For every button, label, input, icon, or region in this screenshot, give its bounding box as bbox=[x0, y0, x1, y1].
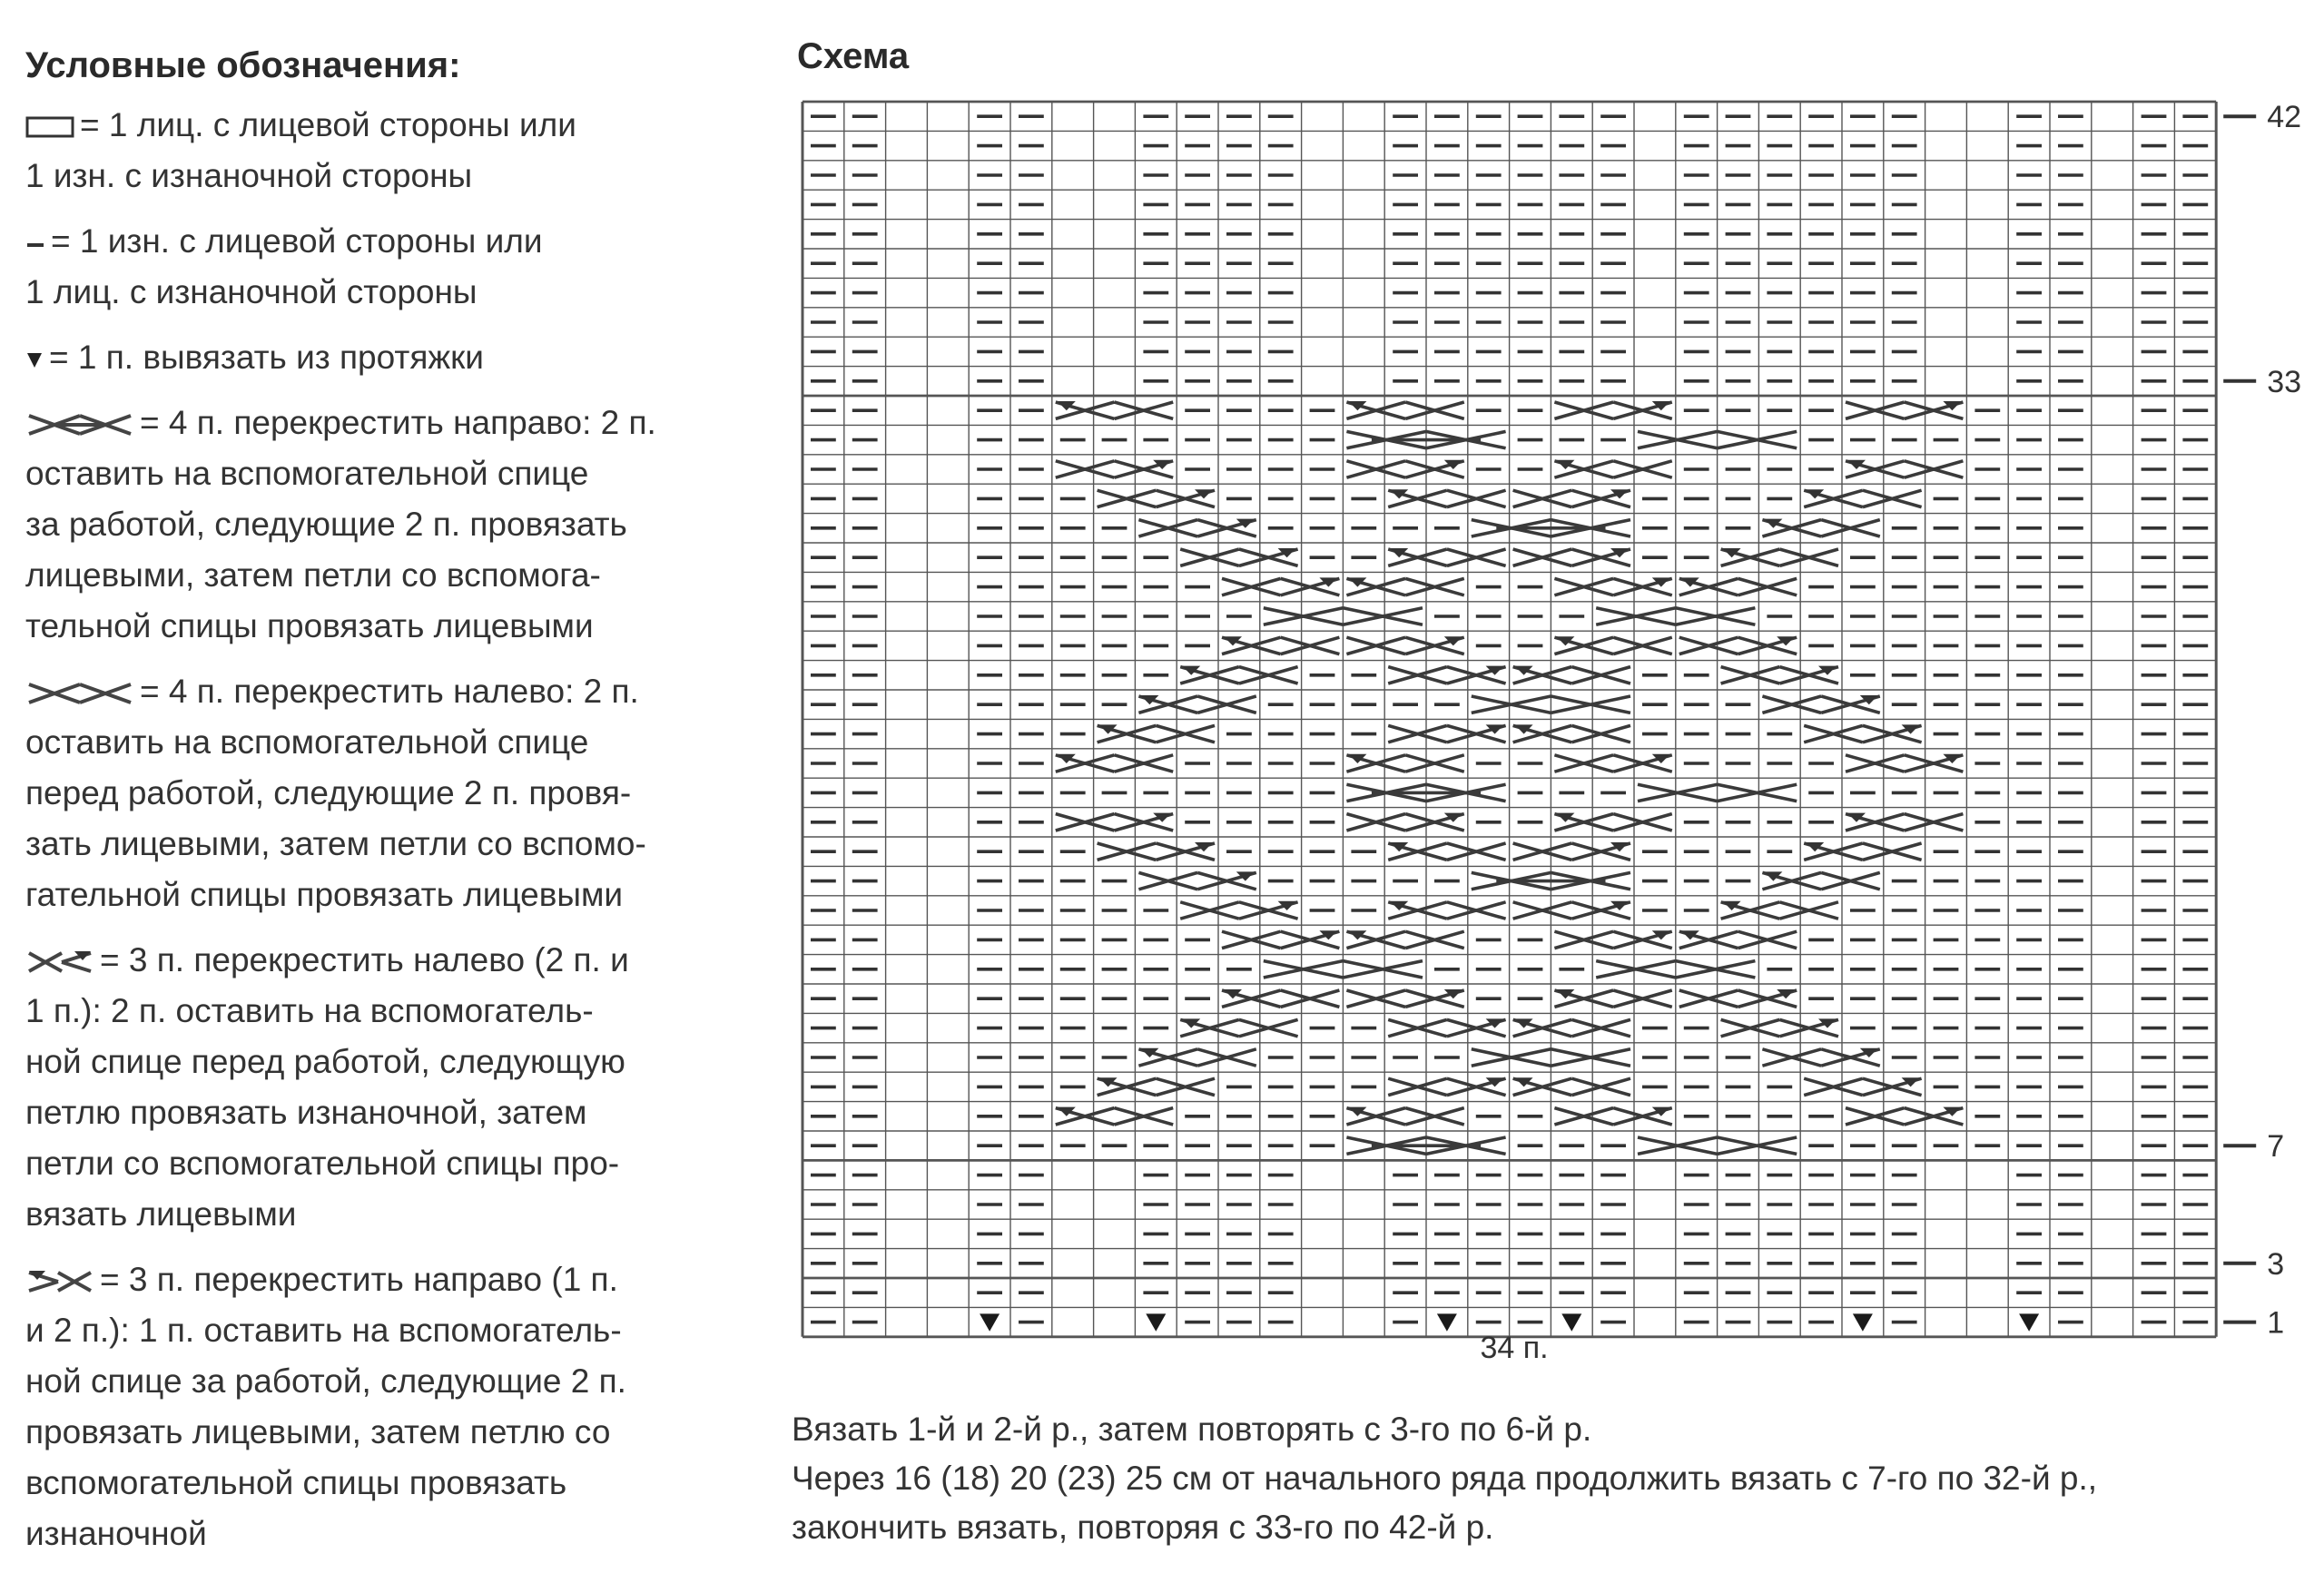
legend-text: = 4 п. перекрестить направо: 2 п. bbox=[140, 404, 656, 441]
cable-cross bbox=[1346, 578, 1463, 595]
cable-cross bbox=[1346, 637, 1463, 654]
cable-cross bbox=[1098, 1078, 1215, 1095]
cable-cross bbox=[1138, 696, 1256, 713]
cable-cross bbox=[1513, 1078, 1630, 1095]
cable-cross bbox=[1554, 755, 1671, 772]
cable-cross bbox=[1056, 755, 1173, 772]
legend-text: оставить на вспомогательной спице bbox=[25, 455, 589, 492]
legend-heading: Условные обозначения: bbox=[25, 45, 461, 85]
cable-cross bbox=[1180, 549, 1297, 565]
cable-cross bbox=[1056, 1108, 1173, 1125]
slip-triangle bbox=[1146, 1313, 1166, 1331]
cable-cross bbox=[1554, 1108, 1671, 1125]
cable-cross bbox=[1346, 931, 1463, 948]
cable-cross bbox=[1056, 402, 1173, 418]
cable-cross bbox=[1721, 1019, 1838, 1036]
cable-cross bbox=[1138, 872, 1256, 889]
cable-cross bbox=[1098, 843, 1215, 860]
legend-text: гательной спицы провязать лицевыми bbox=[25, 876, 624, 913]
slip-triangle bbox=[980, 1313, 1000, 1331]
legend-text: тельной спицы провязать лицевыми bbox=[25, 607, 594, 644]
legend-text: изнаночной bbox=[25, 1515, 207, 1552]
schema-title: Схема bbox=[797, 36, 910, 76]
cable-cross bbox=[1513, 549, 1630, 565]
cable-cross bbox=[1679, 637, 1797, 654]
cable-cross bbox=[1388, 490, 1505, 506]
cable-cross bbox=[1346, 1108, 1463, 1125]
instructions bbox=[792, 1405, 2280, 1552]
stitch-count-label: 34 п. bbox=[1480, 1331, 1549, 1365]
legend-text: = 4 п. перекрестить налево: 2 п. bbox=[140, 673, 639, 710]
legend-text: 1 лиц. с изнаночной стороны bbox=[25, 273, 478, 310]
cable-cross bbox=[1554, 990, 1671, 1007]
cable-cross bbox=[1679, 578, 1797, 595]
cable-cross bbox=[1180, 1019, 1297, 1036]
cable-cross bbox=[1804, 843, 1921, 860]
cable-cross bbox=[1513, 490, 1630, 506]
cable-cross bbox=[1721, 667, 1838, 683]
cable-cross bbox=[1346, 755, 1463, 772]
cable-cross bbox=[1679, 931, 1797, 948]
instruction-line: закончить вязать, повторяя с 33-го по 42-й р. bbox=[792, 1509, 1494, 1546]
cable-cross bbox=[1346, 402, 1463, 418]
cable-cross bbox=[1346, 990, 1463, 1007]
legend-text: вспомогательной спицы провязать bbox=[25, 1464, 567, 1501]
slip-triangle bbox=[2019, 1313, 2039, 1331]
row-marker-label: 1 bbox=[2267, 1305, 2285, 1341]
chart-grid bbox=[803, 102, 2216, 1337]
legend-text: зать лицевыми, затем петли со вспомо- bbox=[25, 825, 646, 862]
cable-cross bbox=[1762, 520, 1879, 536]
cable-cross bbox=[1804, 1078, 1921, 1095]
cable-cross bbox=[1222, 990, 1339, 1007]
cable-cross bbox=[1846, 814, 1963, 831]
cable-cross bbox=[1804, 490, 1921, 506]
instruction-line: Вязать 1-й и 2-й р., затем повторять с 3-го по 6-й р. bbox=[792, 1411, 1592, 1448]
legend-text: = 3 п. перекрестить направо (1 п. bbox=[100, 1261, 618, 1298]
cable-cross bbox=[1180, 667, 1297, 683]
legend-text: = 1 лиц. с лицевой стороны или bbox=[80, 106, 576, 143]
legend-text: оставить на вспомогательной спице bbox=[25, 723, 589, 761]
cable-cross bbox=[1846, 461, 1963, 477]
legend-text: за работой, следующие 2 п. провязать bbox=[25, 506, 627, 543]
row-marker-label: 7 bbox=[2267, 1129, 2285, 1165]
cable-cross bbox=[1762, 872, 1879, 889]
cable-cross bbox=[1388, 549, 1505, 565]
slip-triangle bbox=[1561, 1313, 1581, 1331]
cable-cross bbox=[1346, 814, 1463, 831]
cable-cross bbox=[1721, 902, 1838, 919]
legend-text: лицевыми, затем петли со вспомога- bbox=[25, 556, 601, 594]
cable-cross bbox=[1388, 843, 1505, 860]
legend-text: петли со вспомогательной спицы про- bbox=[25, 1145, 620, 1182]
cable-cross bbox=[1554, 814, 1671, 831]
cable-cross bbox=[1804, 725, 1921, 742]
cable-cross bbox=[1388, 1019, 1505, 1036]
cable-cross bbox=[1388, 902, 1505, 919]
cable-cross bbox=[1679, 990, 1797, 1007]
legend-text: ной спице перед работой, следующую bbox=[25, 1043, 625, 1080]
cable-cross bbox=[1138, 520, 1256, 536]
legend-text: 1 изн. с изнаночной стороны bbox=[25, 157, 473, 194]
legend-text: ной спице за работой, следующие 2 п. bbox=[25, 1362, 626, 1400]
slip-triangle bbox=[1853, 1313, 1873, 1331]
cable-cross bbox=[1554, 931, 1671, 948]
cable-cross bbox=[1554, 637, 1671, 654]
cable-cross bbox=[1346, 461, 1463, 477]
row-marker-label: 42 bbox=[2267, 100, 2302, 135]
instruction-line: Через 16 (18) 20 (23) 25 см от начального ряда продолжить вязать с 7-го по 32-й р., bbox=[792, 1460, 2098, 1497]
cable-cross bbox=[1388, 725, 1505, 742]
cable-cross bbox=[1762, 696, 1879, 713]
legend-text: = 1 п. вывязать из протяжки bbox=[49, 339, 484, 376]
cable-cross bbox=[1056, 461, 1173, 477]
legend-text: = 1 изн. с лицевой стороны или bbox=[51, 222, 543, 260]
cable-cross bbox=[1554, 461, 1671, 477]
cable-cross bbox=[1222, 637, 1339, 654]
cable-cross bbox=[1554, 578, 1671, 595]
cable-cross bbox=[1721, 549, 1838, 565]
chart-markers bbox=[2223, 100, 2301, 1340]
cable-cross bbox=[1056, 814, 1173, 831]
cable-cross bbox=[1846, 1108, 1963, 1125]
legend-text: = 3 п. перекрестить налево (2 п. и bbox=[100, 941, 629, 978]
cable-cross bbox=[1098, 725, 1215, 742]
row-marker-label: 3 bbox=[2267, 1246, 2285, 1282]
legend-text: вязать лицевыми bbox=[25, 1195, 297, 1233]
cable-cross bbox=[1554, 402, 1671, 418]
slip-triangle bbox=[1437, 1313, 1457, 1331]
legend-text: провязать лицевыми, затем петлю со bbox=[25, 1413, 611, 1450]
legend-text: перед работой, следующие 2 п. провя- bbox=[25, 774, 632, 811]
legend-text: 1 п.): 2 п. оставить на вспомогатель- bbox=[25, 992, 594, 1029]
cable-cross bbox=[1513, 1019, 1630, 1036]
cable-cross bbox=[1222, 578, 1339, 595]
cable-cross bbox=[1762, 1049, 1879, 1066]
cable-cross bbox=[1513, 667, 1630, 683]
cable-cross bbox=[1513, 843, 1630, 860]
cable-cross bbox=[1098, 490, 1215, 506]
legend-text: и 2 п.): 1 п. оставить на вспомогатель- bbox=[25, 1312, 622, 1349]
cable-cross bbox=[1222, 931, 1339, 948]
cable-cross bbox=[1138, 1049, 1256, 1066]
cable-cross bbox=[1180, 902, 1297, 919]
cable-cross bbox=[1388, 667, 1505, 683]
legend-text: петлю провязать изнаночной, затем bbox=[25, 1094, 587, 1131]
row-marker-label: 33 bbox=[2267, 364, 2302, 399]
cable-cross bbox=[1388, 1078, 1505, 1095]
cable-cross bbox=[1846, 402, 1963, 418]
cable-cross bbox=[1846, 755, 1963, 772]
cable-cross bbox=[1513, 725, 1630, 742]
cable-cross bbox=[1513, 902, 1630, 919]
